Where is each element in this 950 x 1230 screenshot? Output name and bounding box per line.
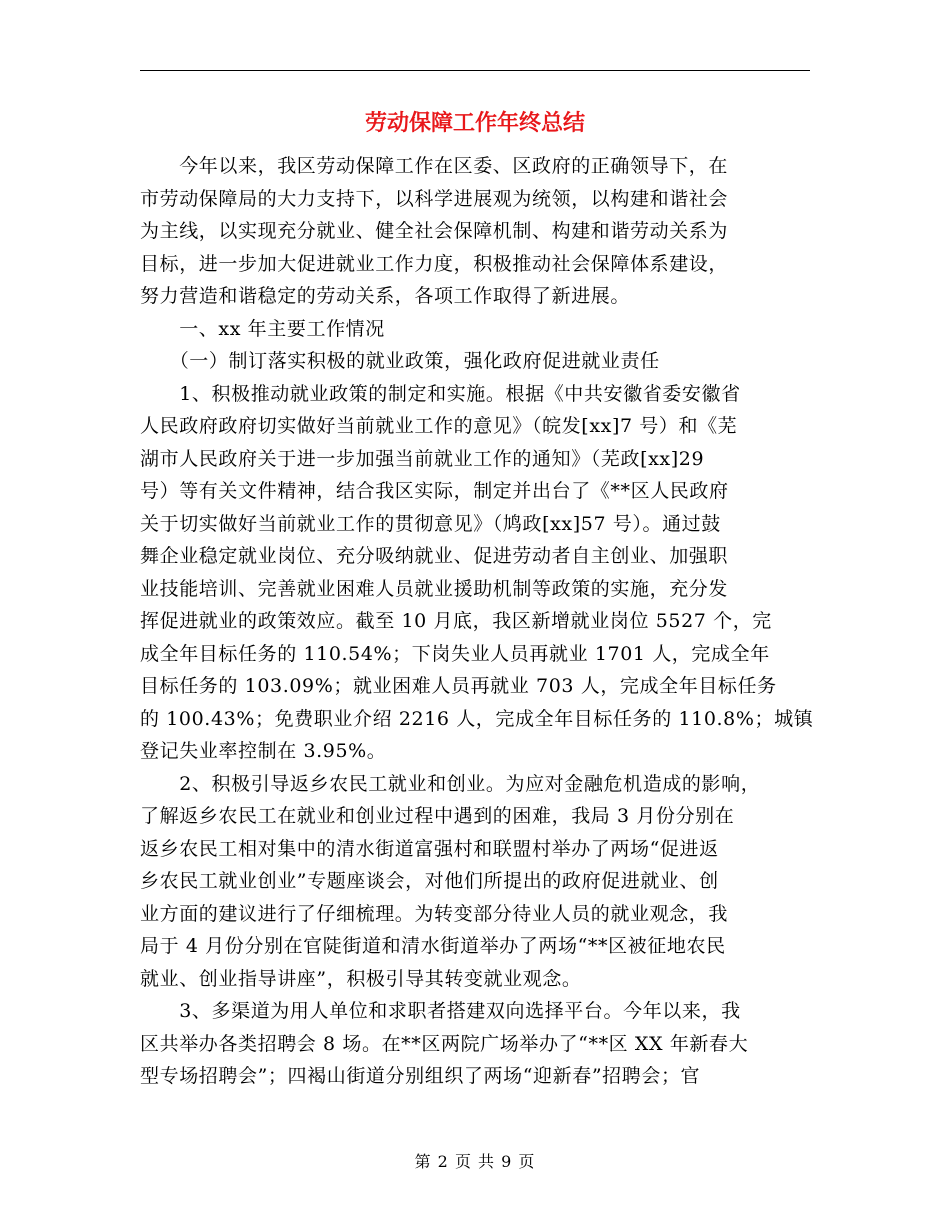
- text-line: 努力营造和谐稳定的劳动关系，各项工作取得了新进展。: [140, 285, 631, 307]
- text-line: 2、积极引导返乡农民工就业和创业。为应对金融危机造成的影响，: [140, 772, 761, 795]
- text-line: 人民政府政府切实做好当前就业工作的意见》（皖发[xx]7 号）和《芜: [140, 415, 738, 437]
- text-line: 今年以来，我区劳动保障工作在区委、区政府的正确领导下，在: [140, 155, 729, 177]
- text-line: 舞企业稳定就业岗位、充分吸纳就业、促进劳动者自主创业、加强职: [140, 545, 729, 567]
- text-line: 业方面的建议进行了仔细梳理。为转变部分待业人员的就业观念，我: [140, 902, 729, 925]
- text-line: 目标，进一步加大促进就业工作力度，积极推动社会保障体系建设，: [140, 252, 729, 275]
- document-body: [140, 150, 820, 1093]
- text-line: 号）等有关文件精神，结合我区实际，制定并出台了《**区人民政府: [140, 480, 729, 502]
- text-line: 为主线，以实现充分就业、健全社会保障机制、构建和谐劳动关系为: [140, 220, 729, 242]
- text-line: 就业、创业指导讲座”，积极引导其转变就业观念。: [140, 967, 582, 990]
- text-line: （一）制订落实积极的就业政策，强化政府促进就业责任: [140, 350, 660, 372]
- page-number: 第 2 页 共 9 页: [414, 1152, 536, 1171]
- text-line: 区共举办各类招聘会 8 场。在**区两院广场举办了“**区 XX 年新春大: [140, 1032, 749, 1055]
- text-line: 局于 4 月份分别在官陡街道和清水街道举办了两场“**区被征地农民: [140, 935, 726, 957]
- text-line: 返乡农民工相对集中的清水街道富强村和联盟村举办了两场“促进返: [140, 837, 719, 860]
- text-line: 湖市人民政府关于进一步加强当前就业工作的通知》（芜政[xx]29: [140, 447, 705, 470]
- text-line: 业技能培训、完善就业困难人员就业援助机制等政策的实施，充分发: [140, 577, 729, 600]
- text-line: 市劳动保障局的大力支持下，以科学进展观为统领，以构建和谐社会: [140, 187, 729, 210]
- text-line: 了解返乡农民工在就业和创业过程中遇到的困难，我局 3 月份分别在: [140, 805, 735, 827]
- text-line: 型专场招聘会”；四褐山街道分别组织了两场“迎新春”招聘会；官: [140, 1065, 701, 1087]
- document-title: 劳动保障工作年终总结: [364, 111, 585, 136]
- text-line: 3、多渠道为用人单位和求职者搭建双向选择平台。今年以来，我: [140, 1000, 741, 1022]
- text-line: 目标任务的 103.09%；就业困难人员再就业 703 人，完成全年目标任务: [140, 675, 777, 697]
- text-line: 登记失业率控制在 3.95%。: [140, 740, 387, 762]
- text-line: 关于切实做好当前就业工作的贯彻意见》（鸠政[xx]57 号）。通过鼓: [140, 512, 721, 535]
- text-line: 乡农民工就业创业”专题座谈会，对他们所提出的政府促进就业、创: [140, 870, 719, 892]
- text-line: 一、xx 年主要工作情况: [140, 317, 385, 340]
- text-line: 1、积极推动就业政策的制定和实施。根据《中共安徽省委安徽省: [140, 382, 741, 405]
- text-line: 成全年目标任务的 110.54%；下岗失业人员再就业 1701 人，完成全年: [140, 642, 770, 665]
- text-line: 挥促进就业的政策效应。截至 10 月底，我区新增就业岗位 5527 个，完: [140, 610, 772, 632]
- text-line: 的 100.43%；免费职业介绍 2216 人，完成全年目标任务的 110.8%；城镇: [140, 707, 814, 730]
- header-rule: [140, 70, 810, 71]
